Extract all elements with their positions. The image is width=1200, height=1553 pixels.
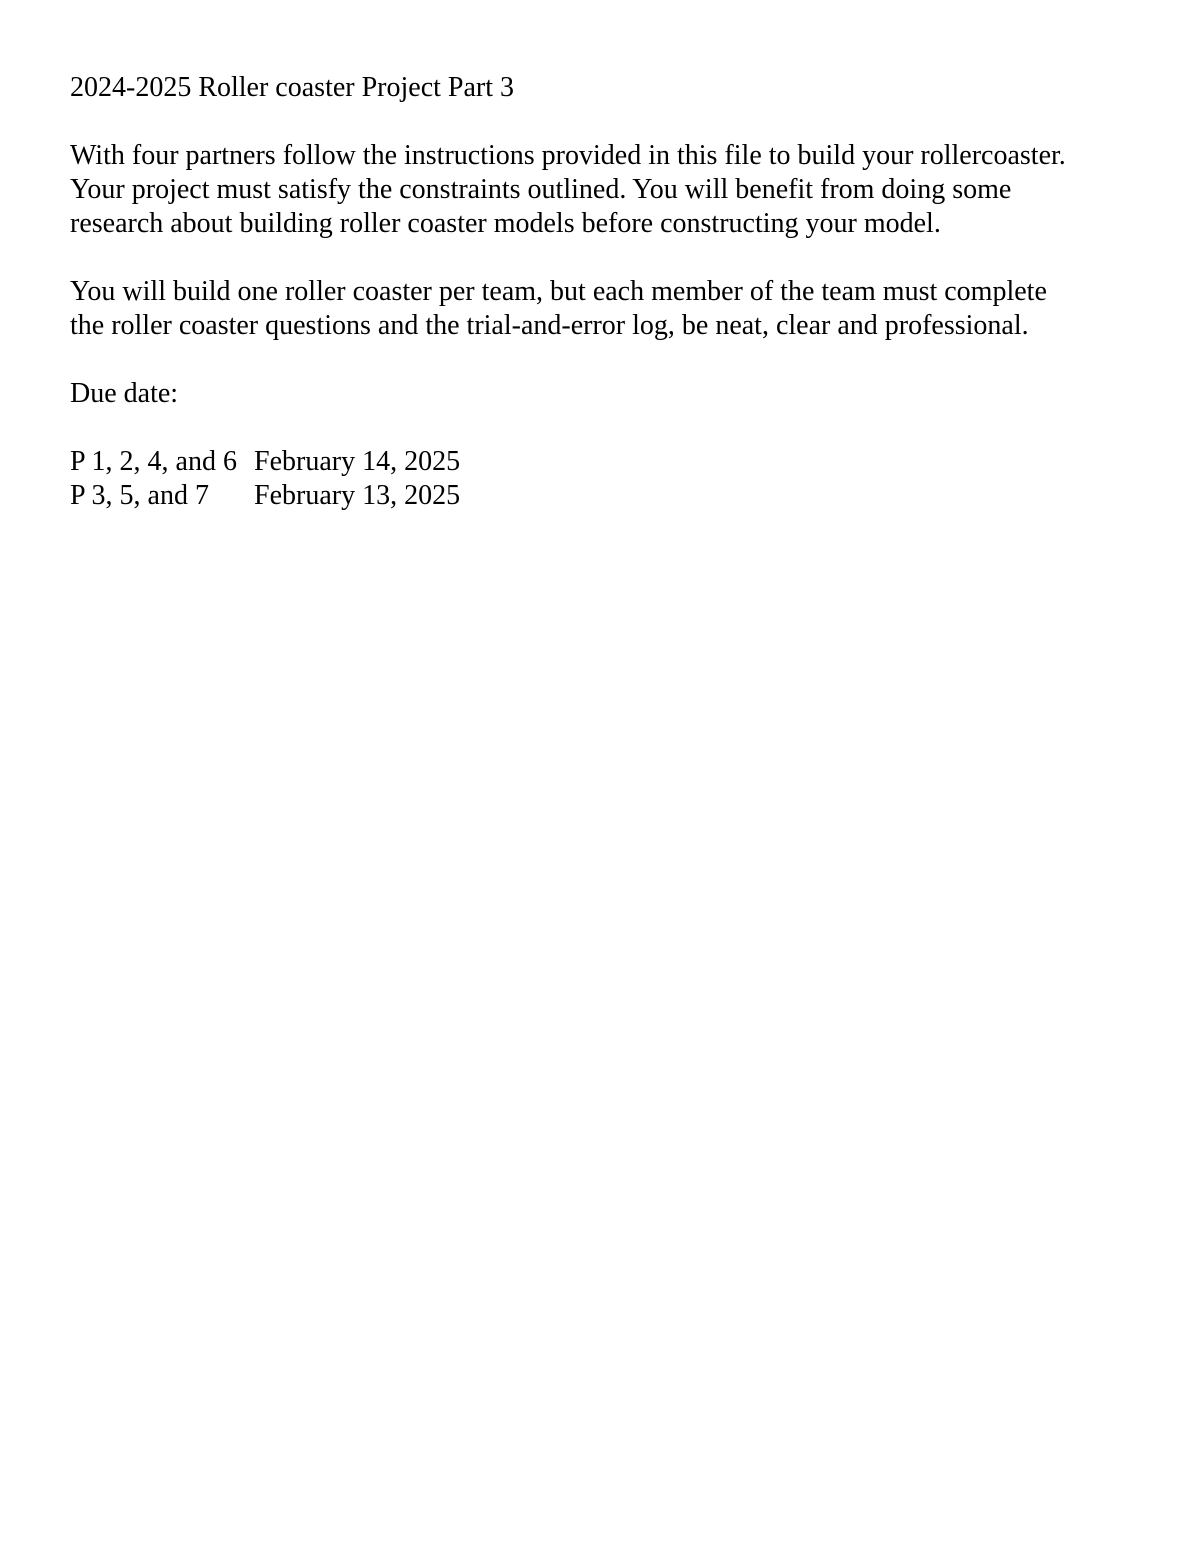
due-date-list xyxy=(70,445,1160,513)
paragraph-spacer xyxy=(70,105,1160,139)
due-periods: P 1, 2, 4, and 6 xyxy=(70,446,237,477)
team-paragraph xyxy=(70,275,1160,343)
paragraph-spacer xyxy=(70,411,1160,445)
due-date-value: February 14, 2025 xyxy=(254,446,461,477)
paragraph-spacer xyxy=(70,241,1160,275)
document-title: 2024-2025 Roller coaster Project Part 3 xyxy=(70,72,515,103)
intro-paragraph-line: With four partners follow the instructions provided in this file to build your rollercoaster. xyxy=(70,140,1066,171)
intro-paragraph xyxy=(70,139,1160,241)
due-date-value: February 13, 2025 xyxy=(254,480,461,511)
intro-paragraph-line: Your project must satisfy the constraints outlined. You will benefit from doing some xyxy=(70,174,1012,205)
team-paragraph-line: You will build one roller coaster per team, but each member of the team must complete xyxy=(70,276,1047,307)
document-body xyxy=(70,71,1160,513)
team-paragraph-line: the roller coaster questions and the trial-and-error log, be neat, clear and professional. xyxy=(70,310,1029,341)
intro-paragraph-line: research about building roller coaster models before constructing your model. xyxy=(70,208,941,239)
paragraph-spacer xyxy=(70,343,1160,377)
due-date-label: Due date: xyxy=(70,378,179,409)
due-periods: P 3, 5, and 7 xyxy=(70,480,209,511)
due-date-row xyxy=(70,479,1160,513)
due-date-row xyxy=(70,445,1160,479)
